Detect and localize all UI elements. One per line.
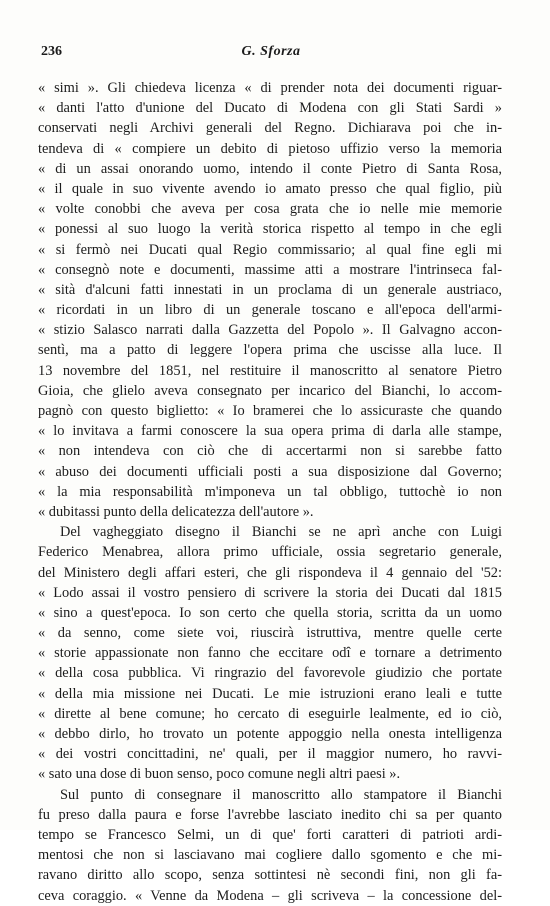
text-line: « ponessi al suo luogo la verità storica rispetto al tempo in che egli <box>38 221 502 238</box>
text-line: « abuso dei documenti ufficiali posti a sua disposizione dal Governo; <box>38 463 502 480</box>
text-line: « ricordati in un libro di un generale toscano e all'epoca dell'armi- <box>38 302 502 319</box>
text-line: « della cosa pubblica. Vi ringrazio del favorevole giudizio che portate <box>38 665 502 682</box>
text-line: « dei vostri concittadini, ne' quali, per il maggior numero, ho ravvi- <box>38 746 502 763</box>
text-line: « non intendeva con ciò che di accertarmi non si sarebbe fatto <box>38 443 502 460</box>
paragraph-first-line: Del vagheggiato disegno il Bianchi se ne aprì anche con Luigi <box>60 524 502 541</box>
text-line: « si fermò nei Ducati qual Regio commissario; al qual fine egli mi <box>38 241 502 258</box>
text-line: tendeva di « compiere un debito di pietoso uffizio verso la memoria <box>38 140 502 157</box>
text-line: pagnò con questo biglietto: « Io bramerei che lo assicuraste che quando <box>38 403 502 419</box>
text-line: « sità d'alcuni fatti innestati in un proclama di un generale austriaco, <box>38 281 502 298</box>
text-line: « sino a quest'epoca. Io son certo che quella storia, scritta da un uomo <box>38 604 502 621</box>
text-line: « volte conobbi che aveva per cosa grata che io nelle mie memorie <box>38 201 502 218</box>
text-line: « di un assai onorando uomo, intendo il conte Pietro di Santa Rosa, <box>38 160 502 177</box>
text-line: fu preso dalla paura e forse l'avrebbe lasciato inedito chi sa per quanto <box>38 806 502 823</box>
text-line: ravano diritto allo scopo, senza sottintesi nè secondi fini, non gli fa- <box>38 867 502 884</box>
text-line: « della mia missione nei Ducati. Le mie istruzioni erano leali e tutte <box>38 685 502 702</box>
text-line: Federico Menabrea, allora primo ufficiale, ossia segretario generale, <box>38 544 502 561</box>
text-line: « la mia responsabilità m'imponeva un tal obbligo, tuttochè io non <box>38 483 502 500</box>
text-line: tempo se Francesco Selmi, un di que' forti caratteri di patrioti ardi- <box>38 826 502 843</box>
text-line: « consegnò note e documenti, massime atti a mostrare l'intrinseca fal- <box>38 261 502 278</box>
running-head: G. Sforza <box>241 44 301 59</box>
text-line: sentì, ma a patto di leggere l'opera prima che uscisse alla luce. Il <box>38 342 502 359</box>
text-line: mentosi che non si lasciavano mai cogliere dallo sgomento e che mi- <box>38 847 502 864</box>
text-line: conservati negli Archivi generali del Regno. Dichiarava poi che in- <box>38 120 502 137</box>
text-line: « da senno, come siete voi, riuscirà istruttiva, mentre quelle certe <box>38 625 502 642</box>
text-line: « stizio Salasco narrati dalla Gazzetta del Popolo ». Il Galvagno accon- <box>38 322 502 339</box>
text-line: « debbo dirlo, ho trovato un potente appoggio nella onesta intelligenza <box>38 726 502 742</box>
paragraph-first-line: Sul punto di consegnare il manoscritto allo stampatore il Bianchi <box>60 786 502 803</box>
text-line: « storie appassionate non fanno che eccitare odî e tornare a detrimento <box>38 645 502 662</box>
text-line: del Ministero degli affari esteri, che gli rispondeva il 4 gennaio del '52: <box>38 564 502 581</box>
page-header <box>41 44 501 64</box>
text-line: « lo invitava a farmi conoscere la sua opera prima di darla alle stampe, <box>38 423 502 440</box>
body-text <box>38 78 502 906</box>
text-line: « dubitassi punto della delicatezza dell'autore ». <box>38 503 314 520</box>
text-line: « simi ». Gli chiedeva licenza « di prender nota dei documenti riguar- <box>38 80 502 96</box>
text-line: « Lodo assai il vostro pensiero di scrivere la storia dei Ducati dal 1815 <box>38 584 502 601</box>
text-line: « sato una dose di buon senso, poco comune negli altri paesi ». <box>38 766 401 783</box>
text-line: « danti l'atto d'unione del Ducato di Modena con gli Stati Sardi » <box>38 100 502 117</box>
page-number: 236 <box>41 44 62 59</box>
text-line: 13 novembre del 1851, nel restituire il manoscritto al senatore Pietro <box>38 362 502 379</box>
text-line: « dirette al bene comune; ho cercato di eseguirle lealmente, ed io ciò, <box>38 705 502 722</box>
text-line: ceva coraggio. « Venne da Modena – gli scriveva – la concessione del- <box>38 887 502 904</box>
text-line: Gioia, che glielo aveva consegnato per incarico del Bianchi, lo accom- <box>38 382 502 399</box>
text-line: « il quale in suo vivente avendo io amato presso che qual figlio, più <box>38 180 502 197</box>
